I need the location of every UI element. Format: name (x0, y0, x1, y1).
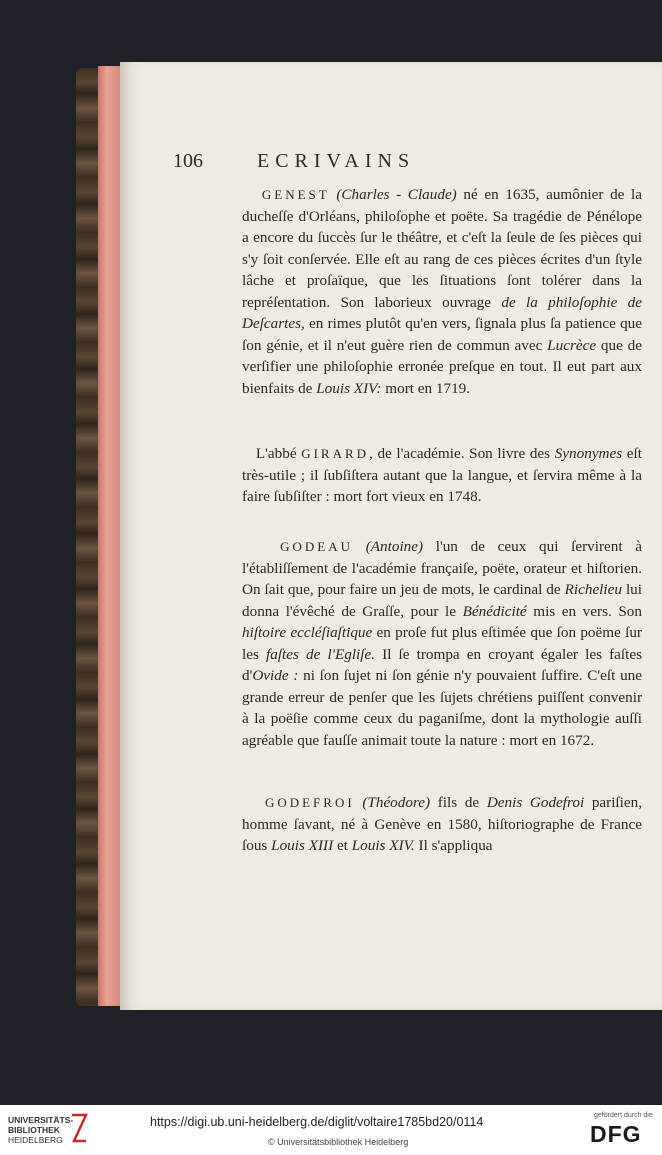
entry-godefroi: GODEFROI (Théodore) fils de Denis Godefroi pariſien, homme ſavant, né à Genève en 1580, hiſtoriographe de France ſous Louis XIII et Louis XIV. Il s'appliqua (242, 794, 643, 854)
entry-name: GODEAU (280, 539, 353, 554)
entry-godeau: GODEAU (Antoine) l'un de ceux qui ſervirent à l'établiſſement de l'académie françaiſe, poëte, orateur et hiſtorien. On ſait que, pour faire un jeu de mots, le cardinal de Richelieu lui donna l'évêché de Graſſe, pour le Bénédicité mis en vers. Son hiſtoire eccléſiaſtique en proſe fut plus eſtimée que ſon poëme ſur les faſtes de l'Egliſe. Il ſe trompa en croyant égaler les faſtes d'Ovide : ni ſon ſujet ni ſon génie n'y pouvaient ſuffire. C'eſt une grande erreur de penſer que les ſujets chrétiens puiſſent convenir à la poëſie comme ceux du paganiſme, dont la mythologie auſſi agréable que fauſſe animait toute la nature : mort en 1672. (242, 538, 643, 749)
library-logo[interactable]: UNIVERSITÄTS- BIBLIOTHEK HEIDELBERG (8, 1115, 74, 1145)
permalink-url[interactable]: https://digi.ub.uni-heidelberg.de/diglit/voltaire1785bd20/0114 (150, 1115, 484, 1129)
page-header-title: ECRIVAINS (257, 150, 416, 172)
forename: (Antoine) (365, 538, 424, 555)
funding-note: gefördert durch die (594, 1112, 653, 1119)
forename: (Théodore) (362, 794, 431, 811)
library-mark-icon (68, 1111, 90, 1145)
entry-name: GIRARD (301, 446, 370, 461)
viewer-footer (0, 1105, 662, 1155)
entry-girard: L'abbé GIRARD, de l'académie. Son livre des Synonymes eſt très-utile ; il ſubſiſtera autant que la langue, et ſervira même à la faire ſubſiſter : mort fort vieux en 1748. (242, 445, 642, 505)
page-edge (98, 66, 120, 1006)
dfg-logo[interactable]: DFG (590, 1121, 642, 1147)
entry-name: GODEFROI (264, 795, 355, 810)
copyright-text: © Universitätsbibliothek Heidelberg (268, 1137, 409, 1147)
entry-name: GENEST (261, 187, 330, 202)
entry-genest: GENEST (Charles - Claude) né en 1635, aumônier de la ducheſſe d'Orléans, philoſophe et poëte. Sa tragédie de Pénélope a encore du ſuccès ſur le théâtre, et c'eſt la ſeule de ſes pièces qui s'y ſoit conſervée. Elle eſt au rang de ces pièces écrites d'un ſtyle lâche et proſaïque, que les ſituations ſont tolérer dans la repréſentation. Son laborieux ouvrage de la philoſophie de Deſcartes, en rimes plutôt qu'en vers, ſignala plus ſa patience que ſon génie, et il n'eut guère rien de commun avec Lucrèce que de verſifier une philoſophie erronée preſque en tout. Il eut part aux bienfaits de Louis XIV: mort en 1719. (242, 186, 642, 397)
forename: (Charles - Claude) (336, 186, 457, 203)
page-number: 106 (173, 150, 203, 172)
